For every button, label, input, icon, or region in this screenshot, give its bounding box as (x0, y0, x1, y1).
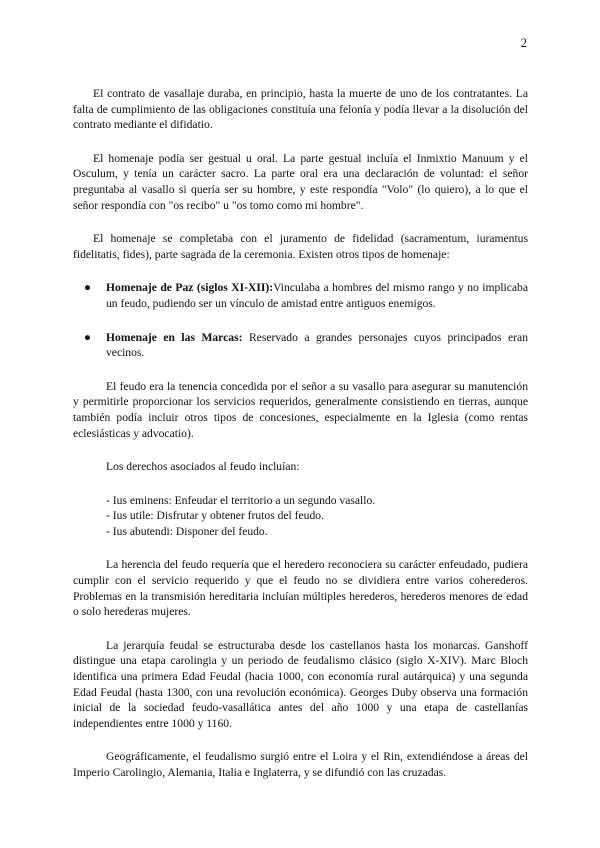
homage-types-list (73, 280, 528, 360)
list-item-ius-utile: - Ius utile: Disfrutar y obtener frutos del feudo. (106, 509, 324, 523)
paragraph-geography: Geográficamente, el feudalismo surgió entre el Loira y el Rin, extendiéndose a áreas del Imperio Carolingio, Alemania, Italia e Inglaterra, y se difundió con las cruzadas. (73, 750, 528, 779)
page-number: 2 (520, 36, 527, 50)
paragraph-fief-inheritance: La herencia del feudo requería que el heredero reconociera su carácter enfeudado, pudiera cumplir con el servicio requerido y que el feudo no se dividiera entre varios coherederos. Problemas en la transmisión hereditaria incluían múltiples herederos, herederos menores de edad o solo herederas mujeres. (73, 558, 528, 619)
term-homage-peace: Homenaje de Paz (siglos XI-XII): (106, 281, 274, 295)
bullet-icon: ● (84, 330, 92, 344)
document-body (73, 86, 528, 799)
desc-homage-marches: Reservado a grandes personajes cuyos principados eran vecinos. (106, 330, 529, 360)
desc-homage-peace: Vinculaba a hombres del mismo rango y no implicaba un feudo, pudiendo ser un vínculo de amistad entre antiguos enemigos. (106, 281, 529, 310)
fief-rights-list (106, 493, 528, 540)
term-homage-marches: Homenaje en las Marcas: (106, 330, 243, 344)
bullet-icon: ● (84, 281, 92, 295)
list-item-homage-peace (73, 280, 528, 311)
paragraph-feudal-hierarchy: La jerarquía feudal se estructuraba desde los castellanos hasta los monarcas. Ganshoff distingue una etapa carolingia y un periodo de feudalismo clásico (siglo X-XIV). Marc Bloch identifica una primera Edad Feudal (hacia 1000, con economía rural autárquica) y una segunda Edad Feudal (hasta 1300, con una revolución económica). Georges Duby observa una formación inicial de la sociedad feudo-vasallática antes del año 1000 y una etapa de castellanías independientes entre 1000 y 1160. (73, 638, 528, 730)
list-item-ius-abutendi: - Ius abutendi: Disponer del feudo. (106, 524, 268, 538)
paragraph-rights-intro: Los derechos asociados al feudo incluían: (106, 460, 300, 474)
paragraph-fidelity-oath: El homenaje se completaba con el juramento de fidelidad (sacramentum, iuramentus fidelitatis, fides), parte sagrada de la ceremonia. Existen otros tipos de homenaje: (73, 232, 528, 261)
paragraph-vassalage-duration: El contrato de vasallaje duraba, en principio, hasta la muerte de uno de los contratantes. La falta de cumplimiento de las obligaciones constituía una felonía y podía llevar a la disolución del contrato mediante el difidatio. (73, 87, 528, 132)
list-item-homage-marches (73, 330, 528, 361)
list-item-ius-eminens: - Ius eminens: Enfeudar el territorio a un segundo vasallo. (106, 493, 376, 507)
paragraph-homage-forms: El homenaje podía ser gestual u oral. La parte gestual incluía el Inmixtio Manuum y el Osculum, y tenía un carácter sacro. La parte oral era una declaración de voluntad: el señor preguntaba al vasallo si quería ser su hombre, y este respondía "Volo" (lo quiero), a lo que el señor respondía con "os recibo" u "os tomo como mi hombre". (73, 151, 528, 212)
paragraph-fief-definition: El feudo era la tenencia concedida por el señor a su vasallo para asegurar su manutención y permitirle proporcionar los servicios requeridos, generalmente consistiendo en tierras, aunque también podía incluir otros tipos de concesiones, especialmente en la Iglesia (como rentas eclesiásticas y advocatio). (73, 379, 528, 440)
